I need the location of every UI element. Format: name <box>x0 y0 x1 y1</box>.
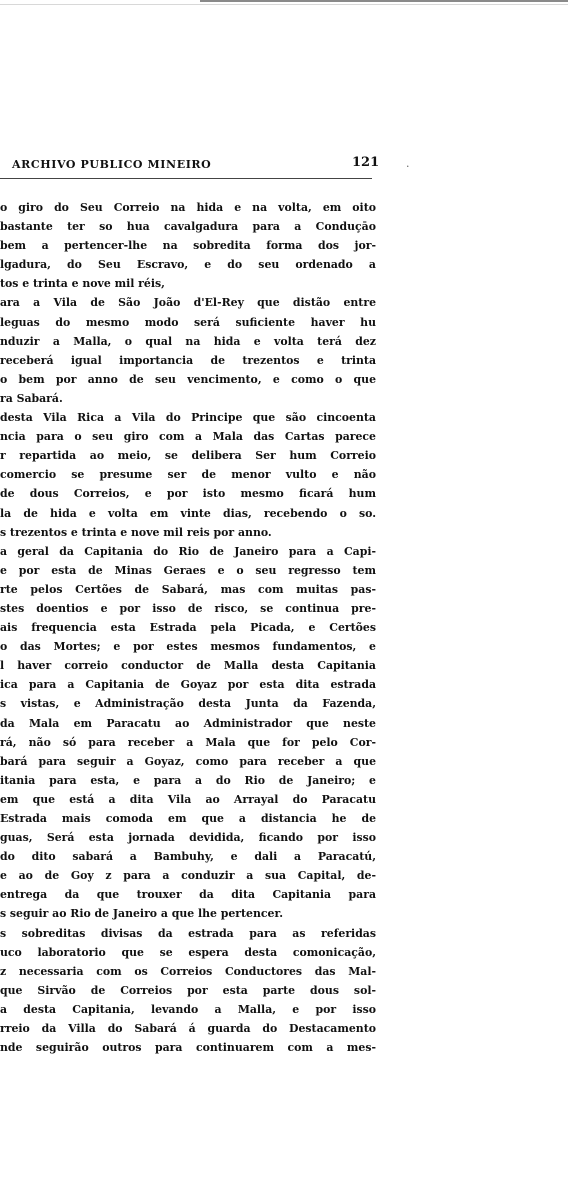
text-line: z necessaria com os Correios Conductores das Mal- <box>0 964 376 978</box>
text-line: em que está a dita Vila ao Arrayal do Paracatu <box>0 792 376 806</box>
header-rule <box>0 178 372 179</box>
text-line: nduzir a Malla, o qual na hida e volta terá dez <box>0 334 376 348</box>
text-line: bará para seguir a Goyaz, como para receber a que <box>0 754 376 768</box>
text-line: r repartida ao meio, se delibera Ser hum Correio <box>0 449 376 463</box>
text-line: a geral da Capitania do Rio de Janeiro para a Capi- <box>0 544 376 558</box>
text-line: s seguir ao Rio de Janeiro a que lhe pertencer. <box>0 907 283 921</box>
text-line: la de hida e volta em vinte dias, recebendo o so. <box>0 506 376 520</box>
text-line: ara a Vila de São João d'El-Rey que distão entre <box>0 296 376 310</box>
text-line: tos e trinta e nove mil réis, <box>0 277 165 291</box>
text-line: da Mala em Paracatu ao Administrador que neste <box>0 716 376 730</box>
text-line: bastante ter so hua cavalgadura para a Conduçāo <box>0 220 376 234</box>
text-line: stes doentios e por isso de risco, se continua pre- <box>0 601 376 615</box>
text-line: o das Mortes; e por estes mesmos fundamentos, e <box>0 640 376 654</box>
text-line: itania para esta, e para a do Rio de Janeiro; e <box>0 773 376 787</box>
print-speck-icon: · <box>406 160 410 173</box>
text-line: bem a pertencer-lhe na sobredita forma dos jor- <box>0 239 376 253</box>
text-line: leguas do mesmo modo será suficiente haver hu <box>0 315 376 329</box>
text-line: rreio da Villa do Sabará á guarda do Destacamento <box>0 1022 376 1036</box>
running-title: ARCHIVO PUBLICO MINEIRO <box>12 158 212 171</box>
text-line: s sobreditas divisas da estrada para as referidas <box>0 926 376 940</box>
top-edge-shadow <box>0 4 568 5</box>
text-line: ica para a Capitania de Goyaz por esta dita estrada <box>0 678 376 692</box>
text-line: o giro do Seu Correio na hida e na volta, em oito <box>0 201 376 214</box>
text-line: o bem por anno de seu vencimento, e como o que <box>0 372 376 386</box>
text-line: entrega da que trouxer da dita Capitania para <box>0 888 376 902</box>
text-line: do dito sabará a Bambuhy, e dali a Paracatú, <box>0 850 376 864</box>
text-line: ra Sabará. <box>0 391 63 405</box>
top-edge-rule <box>200 0 568 2</box>
text-line: lgadura, do Seu Escravo, e do seu ordenado a <box>0 258 376 272</box>
text-line: e ao de Goy z para a conduzir a sua Capital, de- <box>0 869 376 883</box>
text-line: de dous Correios, e por isto mesmo ficará hum <box>0 487 376 501</box>
text-line: Estrada mais comoda em que a distancia he de <box>0 812 376 825</box>
text-line: comercio se presume ser de menor vulto e não <box>0 468 376 482</box>
text-line: que Sirvão de Correios por esta parte dous sol- <box>0 983 376 997</box>
text-line: rá, não só para receber a Mala que for pelo Cor- <box>0 735 376 749</box>
body-text <box>0 198 376 1057</box>
text-line: e por esta de Minas Geraes e o seu regresso tem <box>0 563 376 577</box>
text-line: s trezentos e trinta e nove mil reis por anno. <box>0 525 272 539</box>
text-line: desta Vila Rica a Vila do Principe que são cincoenta <box>0 411 376 425</box>
text-line: guas, Será esta jornada devidida, ficando por isso <box>0 831 376 845</box>
text-line: ais frequencia esta Estrada pela Picada, e Certões <box>0 621 376 635</box>
text-line: uco laboratorio que se espera desta comonicação, <box>0 945 376 959</box>
text-line: rte pelos Certões de Sabará, mas com muitas pas- <box>0 582 376 596</box>
text-line: l haver correio conductor de Malla desta Capitania <box>0 659 376 673</box>
text-line: s vistas, e Administração desta Junta da Fazenda, <box>0 697 376 711</box>
text-line: receberá igual importancia de trezentos e trinta <box>0 353 376 367</box>
page-number: 121 <box>352 155 380 170</box>
text-line: nde seguirão outros para continuarem com a mes- <box>0 1041 376 1055</box>
text-line: a desta Capitania, levando a Malla, e por isso <box>0 1002 376 1016</box>
text-line: ncia para o seu giro com a Mala das Cartas parece <box>0 430 376 444</box>
